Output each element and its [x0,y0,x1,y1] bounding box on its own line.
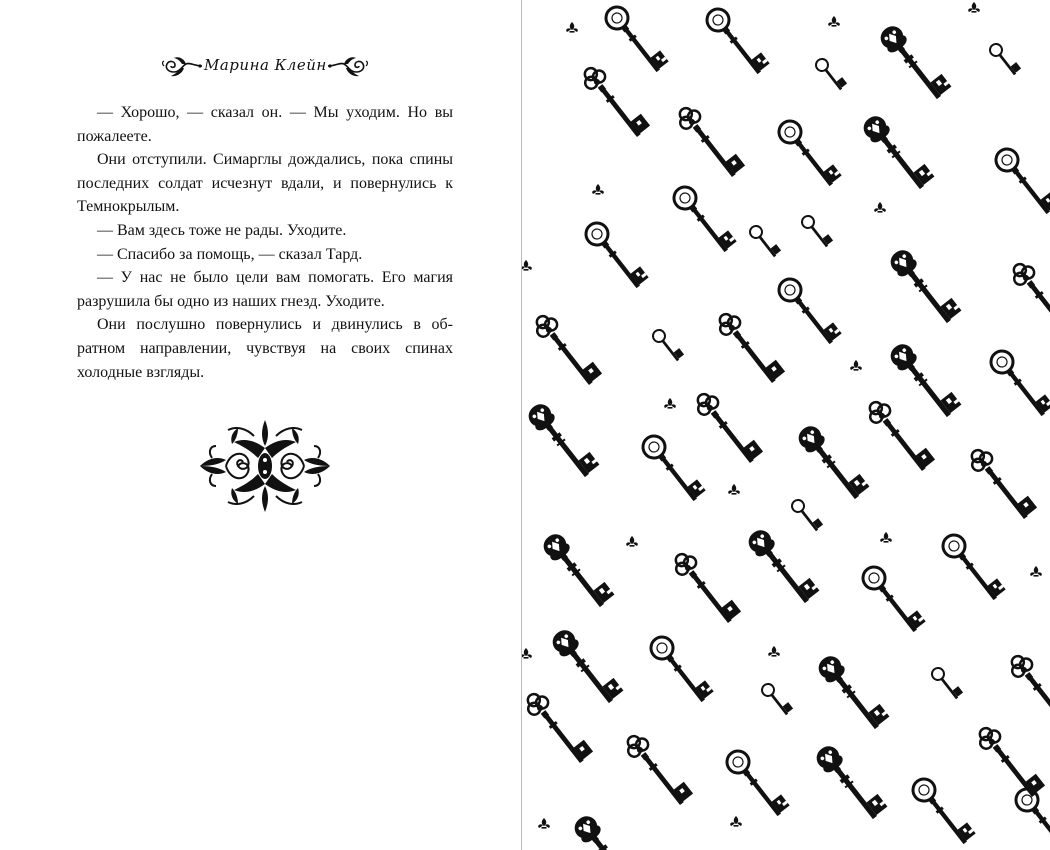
key-icon [794,419,870,505]
fleur-de-lis-icon [968,2,980,13]
key-icon [909,773,977,850]
key-icon [992,143,1050,220]
key-icon [987,345,1050,422]
key-icon [639,430,707,507]
fleur-de-lis-icon [664,398,676,409]
paragraph: Они послушно повернулись и двинулись в обратном направлении, чувствуя на своих спинах холодные взгляды. [77,316,453,381]
key-icon [530,308,602,390]
fleur-de-lis-icon [1030,566,1042,577]
key-icon [939,529,1007,606]
paragraph: — У нас не было цели вам помогать. Его магия разрушила бы одно из наших гнезд. Уходите. [77,269,453,310]
key-icon [570,809,646,850]
key-icon [522,686,594,768]
right-page-key-pattern [522,0,1050,850]
key-icon [859,109,935,195]
key-icon [748,222,782,260]
body-text [77,101,453,384]
key-icon [723,745,791,822]
key-icon [886,243,962,329]
key-icon [651,326,685,364]
fleur-de-lis-icon [828,16,840,27]
key-icon [876,19,952,105]
key-icon [863,394,935,476]
fleur-de-lis-icon [522,260,532,271]
key-icon [859,561,927,638]
key-icon [775,115,843,192]
antique-keys-pattern [522,0,1050,850]
key-icon [973,720,1045,802]
floral-vignette-icon [198,418,332,514]
key-icon [669,546,741,628]
key-icon [578,60,650,142]
fleur-de-lis-icon [730,816,742,827]
fleur-de-lis-icon [522,648,532,659]
key-icon [760,680,794,718]
key-icon [965,442,1037,524]
key-icon [703,3,771,80]
floral-flourish-icon [160,52,204,80]
key-icon [548,623,624,709]
fleur-de-lis-icon [566,22,578,33]
paragraph: Они отступили. Симарглы дождались, пока спины последних солдат исчезнут вдали, и повернулись к Темнокрылым. [77,151,453,216]
key-icon [1005,648,1050,730]
key-icon [647,631,715,708]
key-icon [1007,256,1050,338]
fleur-de-lis-icon [850,360,862,371]
key-icon [691,386,763,468]
key-icon [790,496,824,534]
paragraph: — Спасибо за помощь, — сказал Тард. [97,245,363,263]
key-icon [886,337,962,423]
key-icon [713,306,785,388]
key-icon [524,397,600,483]
key-icon [812,739,888,825]
key-icon [775,273,843,350]
key-icon [988,40,1022,78]
paragraph: — Хорошо, — сказал он. — Мы уходим. Но вы пожалеете. [77,104,453,145]
fleur-de-lis-icon [874,202,886,213]
key-icon [582,217,650,294]
key-icon [539,527,615,613]
key-icon [670,181,738,258]
key-icon [602,1,670,78]
fleur-de-lis-icon [768,646,780,657]
paragraph: — Вам здесь тоже не рады. Уходите. [97,221,347,239]
floral-flourish-icon [326,52,370,80]
fleur-de-lis-icon [626,536,638,547]
fleur-de-lis-icon [728,484,740,495]
key-icon [814,649,890,735]
fleur-de-lis-icon [880,532,892,543]
key-icon [930,664,964,702]
fleur-de-lis-icon [538,818,550,829]
key-icon [814,55,848,93]
fleur-de-lis-icon [592,184,604,195]
key-icon [800,212,834,250]
left-page [0,0,522,850]
key-icon [673,100,745,182]
key-icon [744,523,820,609]
author-name: Марина Клейн [204,56,327,74]
key-icon [621,728,693,810]
running-header [160,52,370,80]
